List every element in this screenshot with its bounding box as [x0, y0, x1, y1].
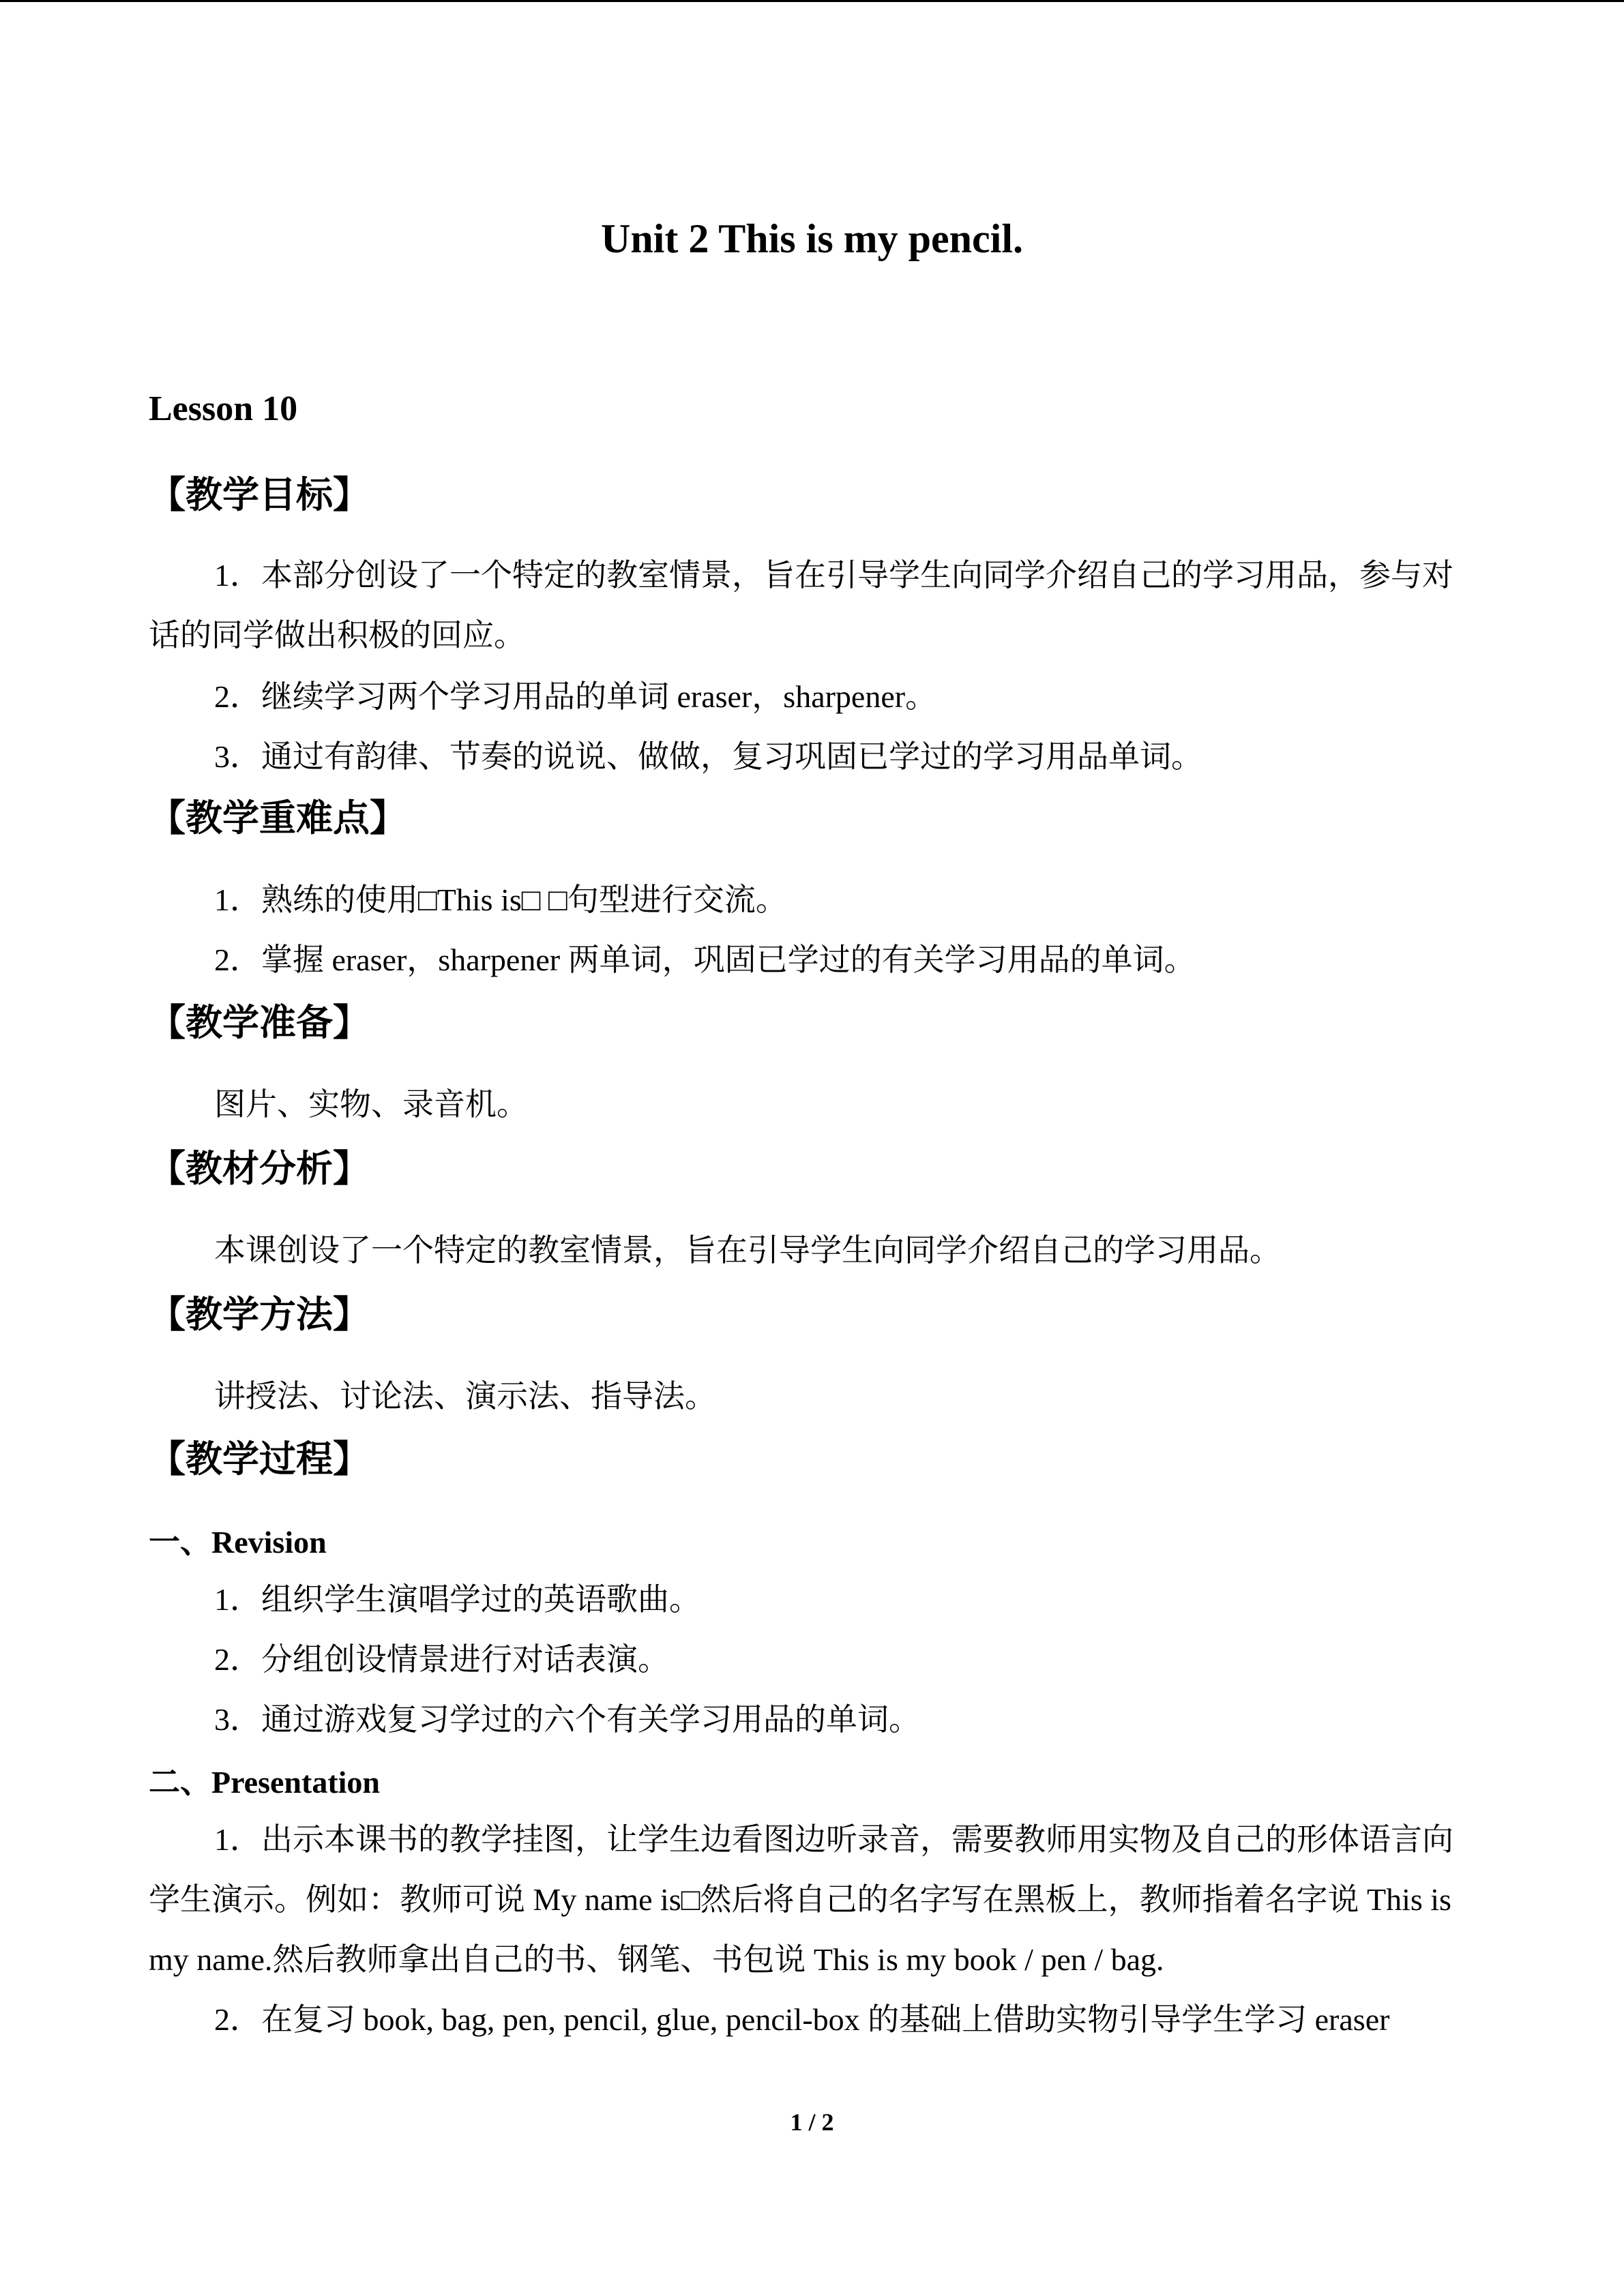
- revision-item-3: 3．通过游戏复习学过的六个有关学习用品的单词。: [214, 1702, 920, 1737]
- presentation-heading: 二、Presentation: [149, 1765, 381, 1800]
- objective-item-3: 3．通过有韵律、节奏的说说、做做，复习巩固已学过的学习用品单词。: [214, 739, 1202, 774]
- analysis-heading: 【教材分析】: [149, 1147, 370, 1190]
- preparation-heading: 【教学准备】: [149, 1001, 370, 1044]
- objective-item-1: 1．本部分创设了一个特定的教室情景，旨在引导学生向同学介绍自己的学习用品，参与对话的同学做出积极的回应。: [149, 558, 1453, 653]
- methods-heading: 【教学方法】: [149, 1293, 370, 1336]
- analysis-text: 本课创设了一个特定的教室情景，旨在引导学生向同学介绍自己的学习用品。: [214, 1233, 1281, 1268]
- methods-text: 讲授法、讨论法、演示法、指导法。: [214, 1379, 716, 1414]
- preparation-text: 图片、实物、录音机。: [214, 1087, 528, 1122]
- key-point-item-1: 1．熟练的使用□This is□ □句型进行交流。: [214, 882, 787, 917]
- page-number: 1 / 2: [790, 2108, 834, 2136]
- revision-item-1: 1．组织学生演唱学过的英语歌曲。: [214, 1582, 700, 1617]
- presentation-item-1: 1．出示本课书的教学挂图，让学生边看图边听录音，需要教师用实物及自己的形体语言向学生演示。例如：教师可说 My name is□然后将自己的名字写在黑板上，教师指着名字说 This is my name.然后教师拿出自己的书、钢笔、书包说 This is my book / pen / bag.: [149, 1822, 1453, 1977]
- revision-item-2: 2．分组创设情景进行对话表演。: [214, 1642, 669, 1677]
- lesson-heading: Lesson 10: [149, 389, 298, 428]
- revision-heading: 一、Revision: [149, 1525, 327, 1560]
- objectives-heading: 【教学目标】: [149, 473, 370, 516]
- page-title: Unit 2 This is my pencil.: [600, 216, 1023, 261]
- process-heading: 【教学过程】: [149, 1437, 370, 1480]
- objective-item-2: 2．继续学习两个学习用品的单词 eraser，sharpener。: [214, 679, 937, 714]
- key-point-item-2: 2．掌握 eraser，sharpener 两单词，巩固已学过的有关学习用品的单词。: [214, 942, 1196, 977]
- key-points-heading: 【教学重难点】: [149, 796, 407, 839]
- presentation-item-2: 2．在复习 book, bag, pen, pencil, glue, pencil-box 的基础上借助实物引导学生学习 eraser: [214, 2002, 1390, 2037]
